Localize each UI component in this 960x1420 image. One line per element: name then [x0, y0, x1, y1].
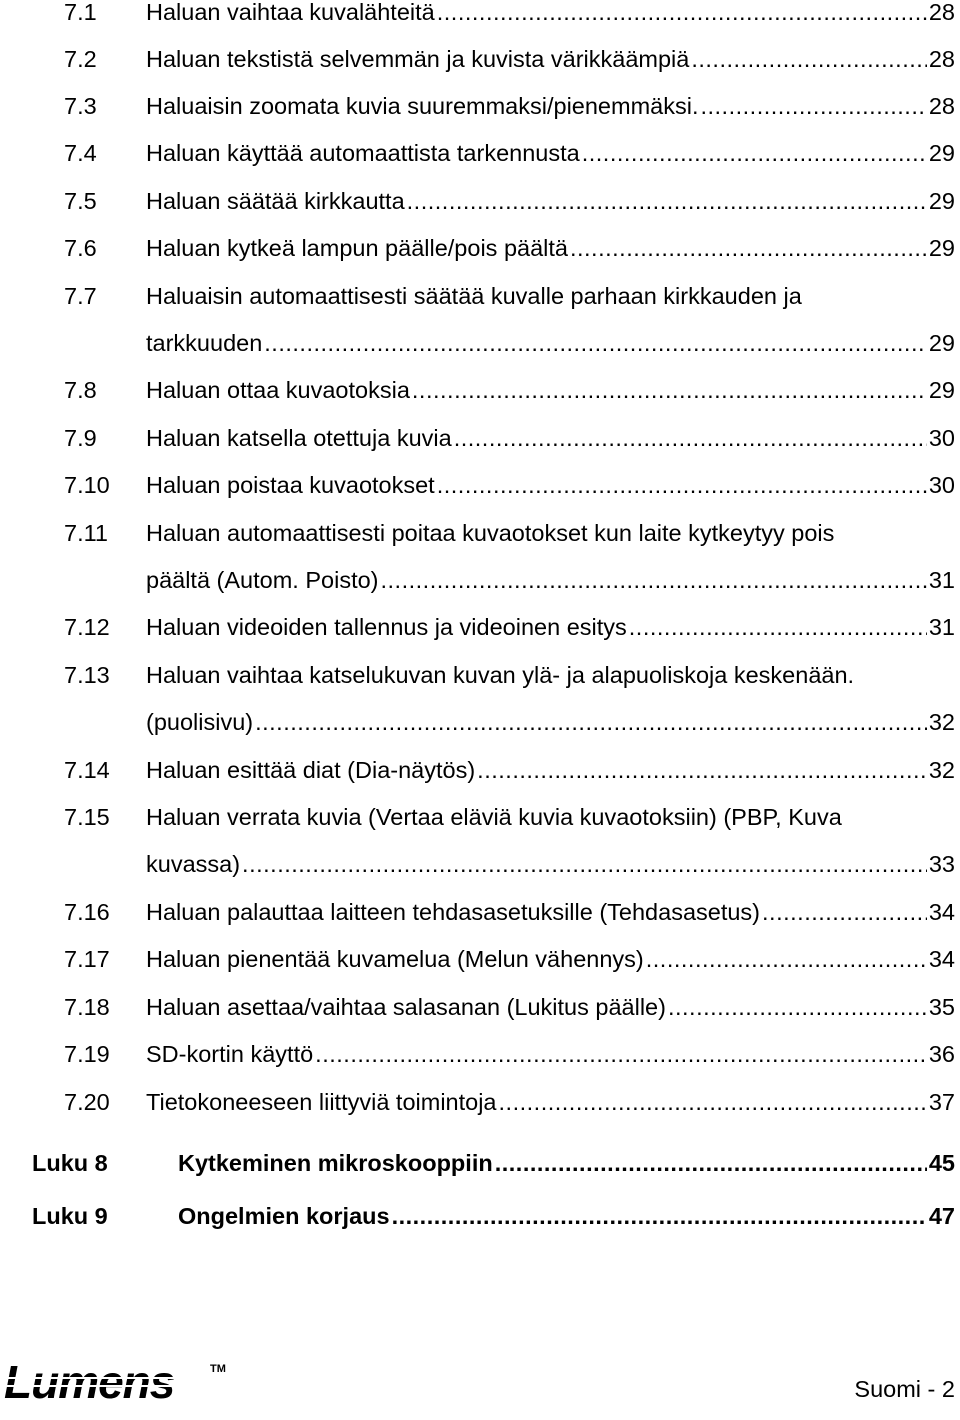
toc-entry[interactable]	[0, 88, 960, 124]
entry-title: Haluan katsella otettuja kuvia	[146, 425, 452, 451]
entry-title: Haluan säätää kirkkautta	[146, 188, 405, 214]
entry-body	[146, 989, 955, 1025]
entry-number: 7.9	[64, 425, 97, 451]
toc-entry-line2[interactable]	[0, 846, 960, 882]
entry-title: (puolisivu)	[146, 709, 254, 735]
entry-number: 7.18	[64, 994, 110, 1020]
dot-leader	[700, 88, 926, 124]
dot-leader	[570, 230, 927, 266]
entry-title: Haluan tekstistä selvemmän ja kuvista värikkäämpiä	[146, 46, 690, 72]
entry-title: Haluan vaihtaa kuvalähteitä	[146, 0, 435, 25]
entry-title-line1: Haluan automaattisesti poitaa kuvaotokset kun laite kytkeytyy pois	[146, 520, 835, 546]
dot-leader	[499, 1084, 927, 1120]
toc-entry[interactable]	[0, 420, 960, 456]
dot-leader	[629, 609, 927, 645]
logo-graphic	[2, 1356, 232, 1406]
toc-entry[interactable]	[0, 941, 960, 977]
entry-number: 7.19	[64, 1041, 110, 1067]
entry-title: Haluan ottaa kuvaotoksia	[146, 377, 410, 403]
toc-entry-line1[interactable]	[0, 657, 960, 693]
entry-page: 29	[928, 140, 955, 166]
entry-number: 7.5	[64, 188, 97, 214]
entry-page: 34	[928, 899, 955, 925]
entry-page: 35	[928, 994, 955, 1020]
toc-entry[interactable]	[0, 752, 960, 788]
logo-wordmark: Lumens	[4, 1356, 175, 1406]
entry-title: päältä (Autom. Poisto)	[146, 567, 379, 593]
entry-body	[146, 752, 955, 788]
entry-body	[146, 41, 955, 77]
dot-leader	[762, 894, 927, 930]
toc-entry[interactable]	[0, 609, 960, 645]
entry-body	[146, 846, 955, 882]
entry-title: Haluan asettaa/vaihtaa salasanan (Lukitus päälle)	[146, 994, 666, 1020]
entry-body	[146, 894, 955, 930]
lumens-logo	[2, 1356, 232, 1406]
entry-body	[146, 704, 955, 740]
entry-body	[146, 325, 955, 361]
entry-title: kuvassa)	[146, 851, 241, 877]
entry-title: Haluan esittää diat (Dia-näytös)	[146, 757, 476, 783]
dot-leader	[412, 372, 927, 408]
entry-number: 7.15	[64, 804, 110, 830]
toc-entry-line2[interactable]	[0, 562, 960, 598]
entry-title: Haluan videoiden tallennus ja videoinen esitys	[146, 614, 627, 640]
entry-page: 37	[928, 1089, 955, 1115]
chapter-title: Kytkeminen mikroskooppiin	[178, 1150, 493, 1176]
entry-number: 7.14	[64, 757, 110, 783]
entry-title: Haluan pienentää kuvamelua (Melun vähennys)	[146, 946, 644, 972]
entry-page: 29	[928, 377, 955, 403]
entry-number: 7.11	[64, 520, 108, 546]
dot-leader	[477, 752, 927, 788]
entry-page: 30	[928, 425, 955, 451]
toc-entry[interactable]	[0, 467, 960, 503]
entry-page: 29	[928, 330, 955, 356]
toc-entry[interactable]	[0, 372, 960, 408]
toc-entry[interactable]	[0, 894, 960, 930]
entry-title: Haluan kytkeä lampun päälle/pois päältä	[146, 235, 568, 261]
dot-leader	[582, 135, 927, 171]
toc-entry-line2[interactable]	[0, 704, 960, 740]
entry-number: 7.2	[64, 46, 97, 72]
toc-entry[interactable]	[0, 1084, 960, 1120]
chapter-body	[178, 1198, 955, 1234]
entry-body	[146, 1036, 955, 1072]
toc-entry[interactable]	[0, 41, 960, 77]
entry-title: SD-kortin käyttö	[146, 1041, 314, 1067]
dot-leader	[315, 1036, 927, 1072]
chapter-title: Ongelmien korjaus	[178, 1203, 390, 1229]
entry-body	[146, 609, 955, 645]
toc-entry-line1[interactable]	[0, 799, 960, 835]
dot-leader	[407, 183, 927, 219]
toc-entry[interactable]	[0, 989, 960, 1025]
dot-leader	[264, 325, 927, 361]
dot-leader	[242, 846, 927, 882]
entry-page: 29	[928, 188, 955, 214]
entry-page: 30	[928, 472, 955, 498]
dot-leader	[437, 467, 927, 503]
entry-body	[146, 420, 955, 456]
entry-number: 7.3	[64, 93, 97, 119]
entry-title-line1: Haluaisin automaattisesti säätää kuvalle parhaan kirkkauden ja	[146, 283, 802, 309]
entry-body	[146, 0, 955, 30]
entry-number: 7.1	[64, 0, 97, 25]
entry-number: 7.20	[64, 1089, 110, 1115]
dot-leader	[691, 41, 927, 77]
entry-body	[146, 941, 955, 977]
entry-page: 34	[928, 946, 955, 972]
entry-page: 36	[928, 1041, 955, 1067]
chapter-page: 45	[928, 1150, 955, 1176]
toc-chapter[interactable]	[0, 1198, 960, 1234]
chapter-page: 47	[928, 1203, 955, 1229]
entry-number: 7.6	[64, 235, 97, 261]
entry-title: Tietokoneeseen liittyviä toimintoja	[146, 1089, 497, 1115]
chapter-body	[178, 1145, 955, 1181]
entry-number: 7.10	[64, 472, 110, 498]
entry-body	[146, 562, 955, 598]
entry-title: tarkkuuden	[146, 330, 263, 356]
toc-entry[interactable]	[0, 1036, 960, 1072]
dot-leader	[495, 1145, 927, 1181]
entry-title: Haluan poistaa kuvaotokset	[146, 472, 435, 498]
entry-number: 7.4	[64, 140, 97, 166]
chapter-number: Luku 8	[32, 1150, 108, 1176]
page-number-label: Suomi - 2	[854, 1376, 955, 1402]
entry-title: Haluaisin zoomata kuvia suuremmaksi/pienemmäksi.	[146, 93, 699, 119]
entry-number: 7.13	[64, 662, 110, 688]
entry-page: 32	[928, 757, 955, 783]
entry-title: Haluan palauttaa laitteen tehdasasetuksille (Tehdasasetus)	[146, 899, 761, 925]
toc-entry-line1[interactable]	[0, 515, 960, 551]
entry-number: 7.16	[64, 899, 110, 925]
entry-page: 31	[928, 567, 955, 593]
entry-body	[146, 230, 955, 266]
entry-body	[146, 372, 955, 408]
entry-body	[146, 135, 955, 171]
entry-page: 28	[928, 46, 955, 72]
entry-number: 7.7	[64, 283, 97, 309]
toc-entry[interactable]	[0, 0, 960, 30]
entry-page: 33	[928, 851, 955, 877]
dot-leader	[646, 941, 927, 977]
entry-page: 31	[928, 614, 955, 640]
entry-number: 7.17	[64, 946, 110, 972]
entry-body	[146, 183, 955, 219]
toc-entry[interactable]	[0, 230, 960, 266]
entry-title: Haluan käyttää automaattista tarkennusta	[146, 140, 580, 166]
toc-chapter[interactable]	[0, 1145, 960, 1181]
entry-body	[146, 467, 955, 503]
trademark-symbol: TM	[210, 1363, 226, 1375]
dot-leader	[437, 0, 927, 30]
dot-leader	[454, 420, 927, 456]
dot-leader	[381, 562, 927, 598]
entry-page: 32	[928, 709, 955, 735]
entry-title-line1: Haluan verrata kuvia (Vertaa eläviä kuvia kuvaotoksiin) (PBP, Kuva	[146, 804, 842, 830]
toc-entry[interactable]	[0, 135, 960, 171]
entry-body	[146, 88, 955, 124]
entry-number: 7.8	[64, 377, 97, 403]
entry-page: 28	[928, 93, 955, 119]
dot-leader	[392, 1198, 927, 1234]
dot-leader	[255, 704, 927, 740]
entry-page: 28	[928, 0, 955, 25]
entry-body	[146, 1084, 955, 1120]
entry-number: 7.12	[64, 614, 110, 640]
toc-entry-line1[interactable]	[0, 278, 960, 314]
toc-entry[interactable]	[0, 183, 960, 219]
chapter-number: Luku 9	[32, 1203, 108, 1229]
dot-leader	[668, 989, 927, 1025]
toc-entry-line2[interactable]	[0, 325, 960, 361]
entry-page: 29	[928, 235, 955, 261]
entry-title-line1: Haluan vaihtaa katselukuvan kuvan ylä- ja alapuoliskoja keskenään.	[146, 662, 855, 688]
